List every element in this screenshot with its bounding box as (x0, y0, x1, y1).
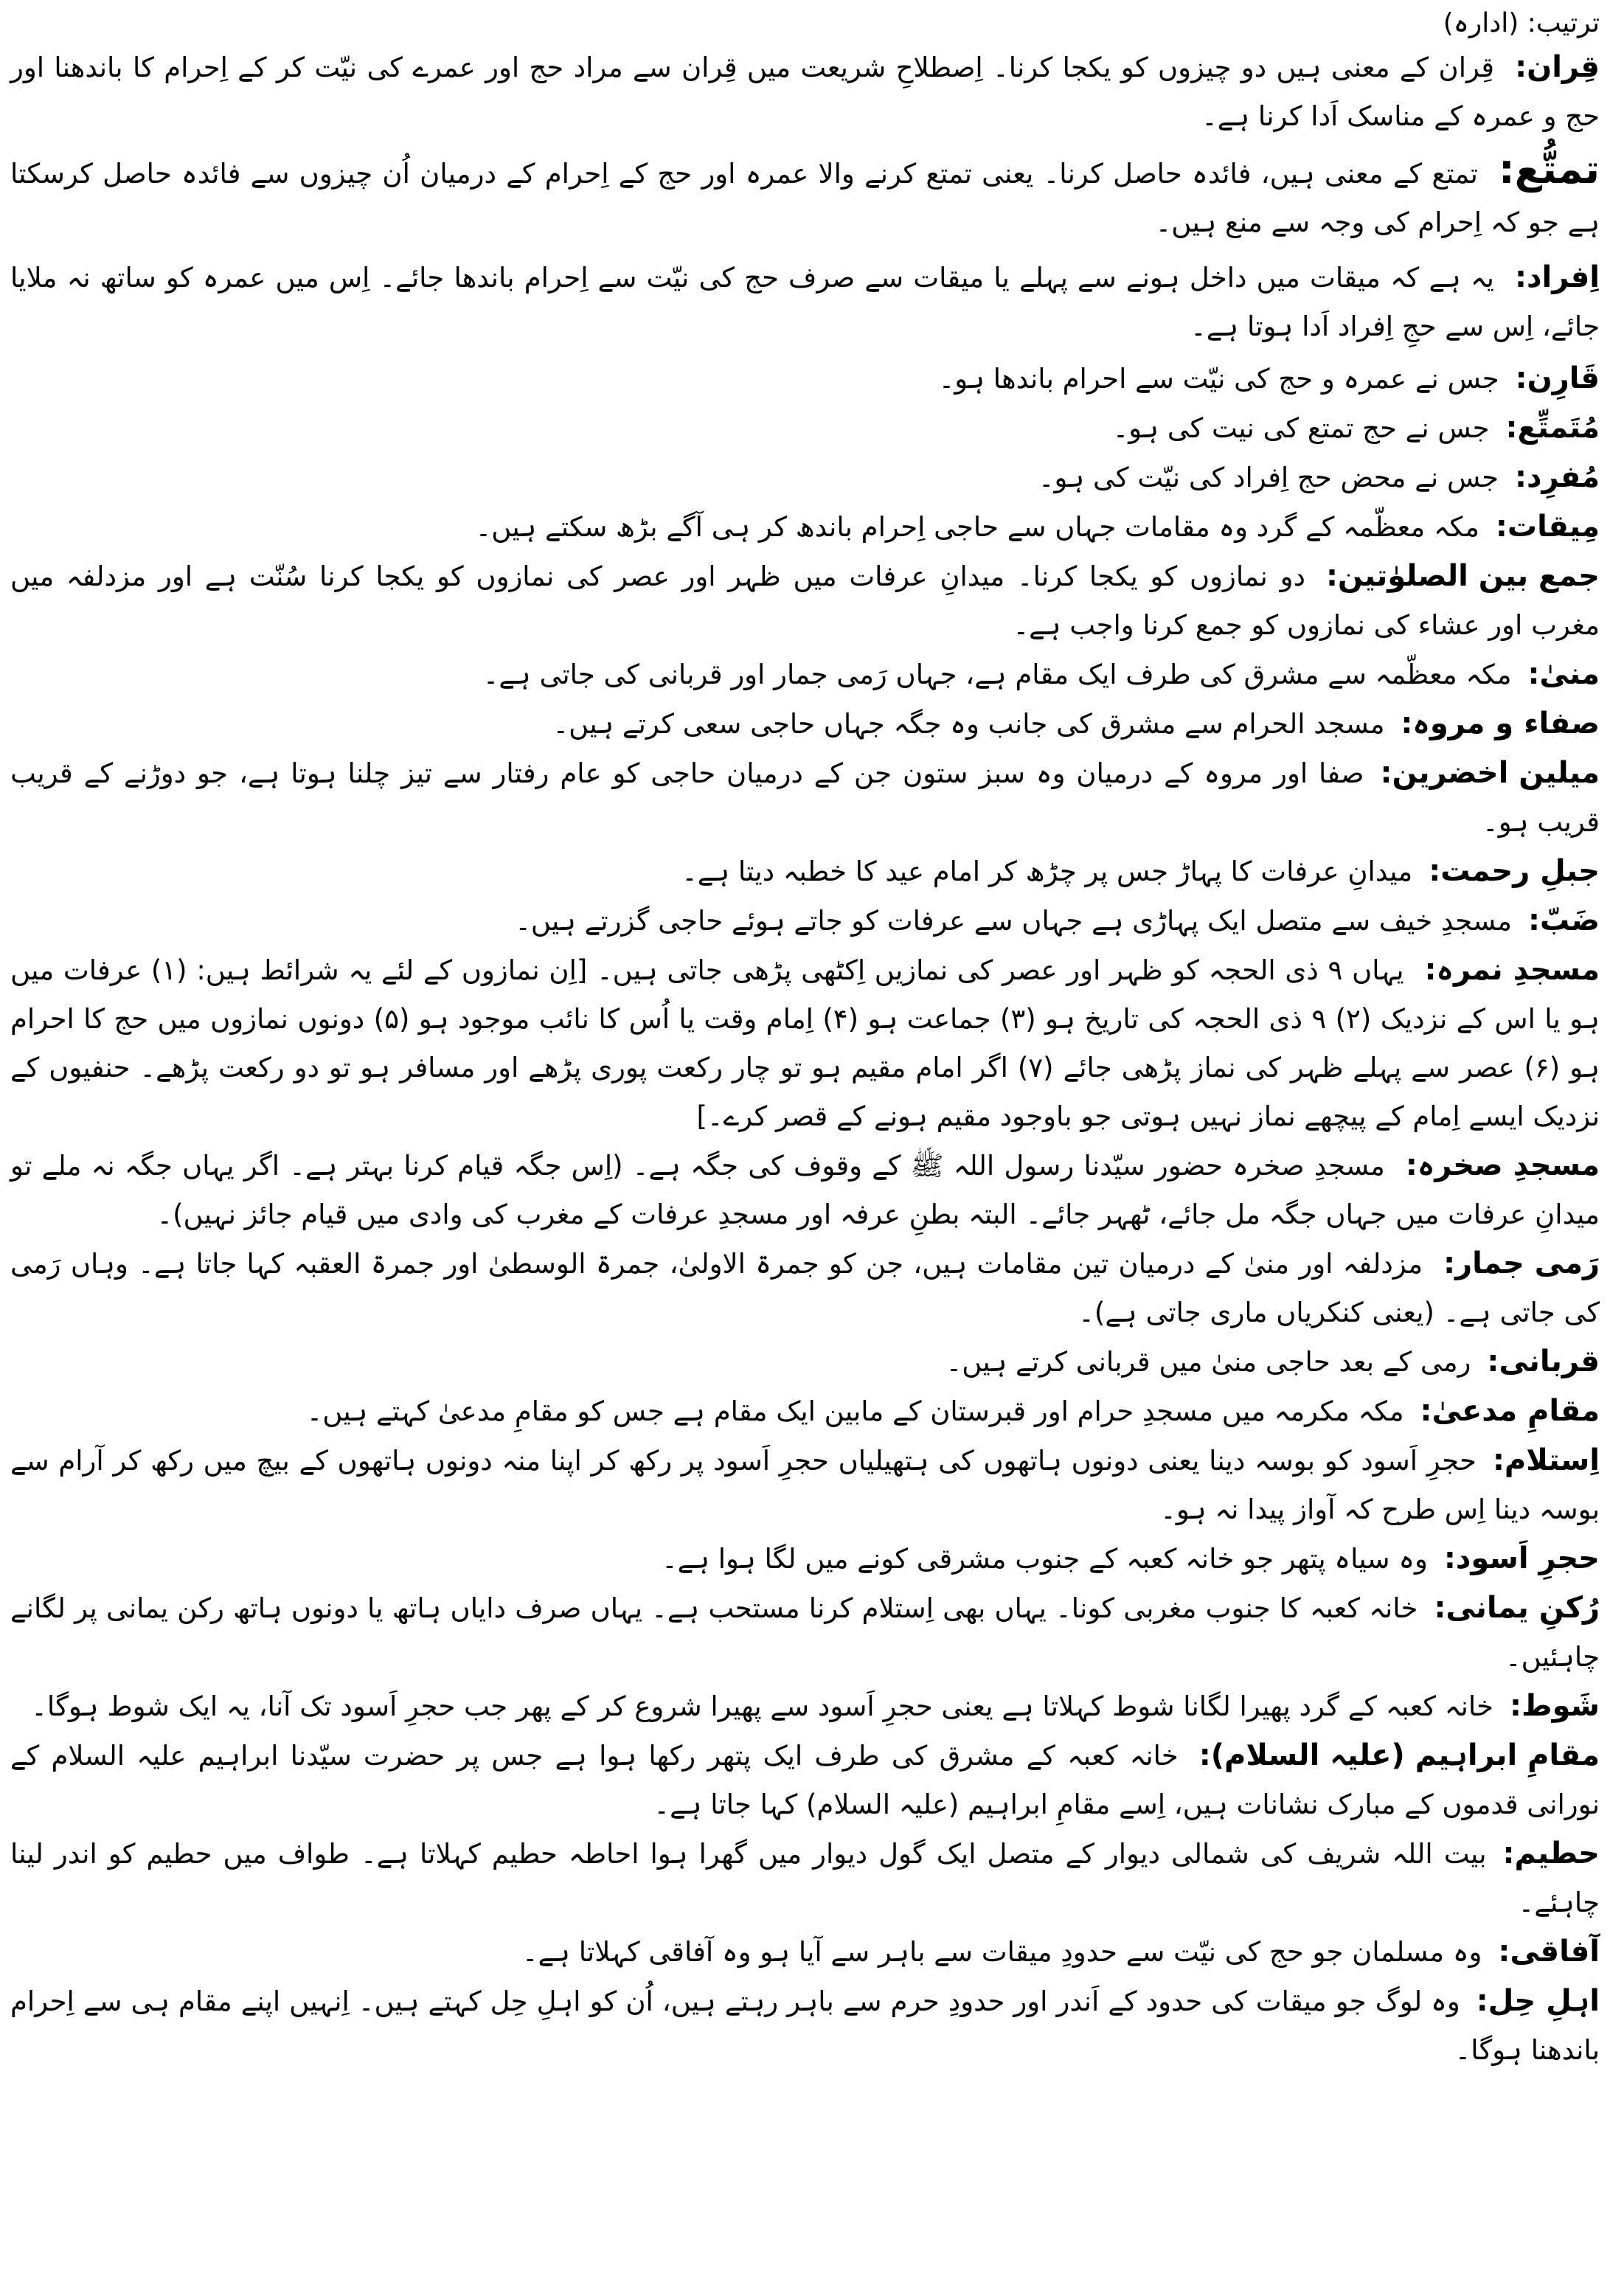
glossary-entry-maqam-e-mada (10, 1387, 1600, 1436)
glossary-term: منیٰ: (1527, 657, 1600, 691)
glossary-term: مُتَمتِّع: (1505, 411, 1600, 445)
glossary-entry-maqam-e-ibrahim (10, 1731, 1600, 1829)
glossary-definition: خانہ کعبہ کے مشرق کی طرف ایک پتھر رکھا ہوا ہے جس پر حضرت سیّدنا ابراہیم علیہ السلام کے نورانی قدموں کے مبارک نشانات ہیں، اِسے مقامِ ابراہیم (علیہ السلام) کہا جاتا ہے۔ (10, 1740, 1600, 1820)
glossary-term: مِیقات: (1495, 510, 1600, 544)
glossary-entry-hatim (10, 1829, 1600, 1927)
glossary-entry-mailain-akhzarain (10, 749, 1600, 847)
glossary-definition: بیت اللہ شریف کی شمالی دیوار کے متصل ایک گول دیوار میں گھرا ہوا احاطہ حطیم کہلاتا ہے۔ طواف میں حطیم کو اندر لینا چاہئے۔ (10, 1838, 1600, 1918)
glossary-entry-rami-jimar (10, 1239, 1600, 1337)
glossary-definition: مکہ مکرمہ میں مسجدِ حرام اور قبرستان کے مابین ایک مقام ہے جس کو مقامِ مدعیٰ کہتے ہیں۔ (306, 1395, 1404, 1427)
glossary-term: ضَبّ: (1528, 904, 1600, 937)
glossary-entry-shawt (10, 1682, 1600, 1731)
glossary-entry-ifrad (10, 253, 1600, 351)
glossary-entry-jabal-e-rahmat (10, 847, 1600, 896)
glossary-term: رُکنِ یمانی: (1434, 1591, 1600, 1625)
glossary-definition: مسجد الحرام سے مشرق کی جانب وہ جگہ جہاں حاجی سعی کرتے ہیں۔ (552, 708, 1385, 740)
glossary-entry-afaqi (10, 1927, 1600, 1977)
glossary-definition: خانہ کعبہ کا جنوب مغربی کونا۔ یہاں بھی اِستلام کرنا مستحب ہے۔ یہاں صرف دایاں ہاتھ یا دونوں ہاتھ رکن یمانی پر لگانے چاہئیں۔ (10, 1592, 1600, 1673)
glossary-definition: جس نے حج تمتع کی نیت کی ہو۔ (1112, 412, 1490, 444)
glossary-entry-tamattu (10, 145, 1600, 247)
glossary-definition: تمتع کے معنی ہیں، فائدہ حاصل کرنا۔ یعنی تمتع کرنے والا عمرہ اور حج کے اِحرام کے درمیان اُن چیزوں سے فائدہ حاصل کرسکتا ہے جو کہ اِحرام کی وجہ سے منع ہیں۔ (10, 158, 1600, 238)
glossary-term: اہلِ حِل: (1476, 1984, 1600, 2018)
glossary-definition: خانہ کعبہ کے گرد پھیرا لگانا شوط کہلاتا ہے یعنی حجرِ اَسود سے پھیرا شروع کر کے پھر جب حجرِ اَسود تک آنا، یہ ایک شوط ہوگا۔ (31, 1690, 1494, 1722)
glossary-term: مقامِ ابراہیم (علیہ السلام): (1198, 1738, 1600, 1772)
glossary-entry-qiran (10, 43, 1600, 141)
glossary-entry-ahl-e-hil (10, 1977, 1600, 2075)
glossary-term: مُفرِد: (1515, 460, 1600, 494)
glossary-entry-safa-marwa (10, 699, 1600, 749)
glossary-entry-istilam (10, 1436, 1600, 1534)
glossary-entry-mufrid (10, 453, 1600, 502)
glossary-entry-miqat (10, 502, 1600, 552)
glossary-entry-mina (10, 650, 1600, 699)
glossary-definition: حجرِ اَسود کو بوسہ دینا یعنی دونوں ہاتھوں کی ہتھیلیاں حجرِ اَسود پر رکھ کر اپنا منہ دونوں ہاتھوں کے بیچ میں رکھ کر آرام سے بوسہ دینا اِس طرح کہ آواز پیدا نہ ہو۔ (10, 1445, 1600, 1525)
glossary-definition: مکہ معظّمہ سے مشرق کی طرف ایک مقام ہے، جہاں رَمی جمار اور قربانی کی جاتی ہے۔ (482, 659, 1512, 690)
glossary-term: جبلِ رحمت: (1429, 854, 1600, 888)
glossary-definition: جس نے عمرہ و حج کی نیّت سے احرام باندھا ہو۔ (938, 363, 1499, 395)
glossary-definition: دو نمازوں کو یکجا کرنا۔ میدانِ عرفات میں ظہر اور عصر کی نمازوں کو یکجا کرنا سُنّت ہے اور مزدلفہ میں مغرب اور عشاء کی نمازوں کو جمع کرنا واجب ہے۔ (10, 561, 1600, 641)
glossary-definition: رمی کے بعد حاجی منیٰ میں قربانی کرتے ہیں۔ (945, 1346, 1471, 1378)
glossary-entry-hajar-e-aswad (10, 1534, 1600, 1584)
glossary-entry-qurbani (10, 1337, 1600, 1387)
glossary-term: اِستلام: (1492, 1443, 1600, 1477)
glossary-entry-rukn-e-yamani (10, 1584, 1600, 1682)
glossary-term: جمع بین الصلوٰتین: (1325, 559, 1600, 593)
glossary-term: مسجدِ نمرہ: (1424, 953, 1600, 987)
glossary-term: حجرِ اَسود: (1443, 1541, 1600, 1575)
glossary-definition: مکہ معظّمہ کے گرد وہ مقامات جہاں سے حاجی اِحرام باندھ کر ہی آگے بڑھ سکتے ہیں۔ (475, 511, 1479, 543)
glossary-definition: وہ سیاہ پتھر جو خانہ کعبہ کے جنوب مشرقی کونے میں لگا ہوا ہے۔ (661, 1543, 1428, 1575)
glossary-entry-mutamatti (10, 403, 1600, 453)
glossary-term: قِران: (1515, 50, 1600, 84)
glossary-definition: وہ مسلمان جو حج کی نیّت سے حدودِ میقات سے باہر سے آیا ہو وہ آفاقی کہلاتا ہے۔ (521, 1936, 1482, 1968)
glossary-entry-jam-bain-as-salatain (10, 552, 1600, 650)
glossary-term: تمتُّع: (1498, 146, 1600, 193)
glossary-definition: مزدلفہ اور منیٰ کے درمیان تین مقامات ہیں، جن کو جمرۃ الاولیٰ، جمرۃ الوسطیٰ اور جمرۃ العقبہ کہا جاتا ہے۔ وہاں رَمی کی جاتی ہے۔ (یعنی کنکریاں ماری جاتی ہے)۔ (10, 1248, 1600, 1328)
glossary-term: قَارِن: (1515, 361, 1600, 395)
glossary-term: اِفراد: (1514, 260, 1600, 294)
glossary-term: شَوط: (1510, 1689, 1600, 1723)
glossary-definition: مسجدِ صخرہ حضور سیّدنا رسول اللہ ﷺ کے وقوف کی جگہ ہے۔ (اِس جگہ قیام کرنا بہتر ہے۔ اگر یہاں جگہ نہ ملے تو میدانِ عرفات میں جہاں جگہ مل جائے، ٹھہر جائے۔ البتہ بطنِ عرفہ اور مسجدِ عرفات کے مغرب کی وادی میں قیام جائز نہیں)۔ (10, 1150, 1600, 1230)
glossary-term: مقامِ مدعیٰ: (1420, 1394, 1600, 1428)
glossary-definition: صفا اور مروہ کے درمیان وہ سبز ستون جن کے درمیان حاجی کو عام رفتار سے تیز چلنا ہوتا ہے، جو دوڑنے کے قریب قریب ہو۔ (10, 757, 1600, 838)
glossary-term: قربانی: (1487, 1345, 1600, 1378)
glossary-entry-dabb (10, 896, 1600, 946)
glossary-definition: جس نے محض حج اِفراد کی نیّت کی ہو۔ (1038, 462, 1499, 493)
glossary-entry-masjid-e-namira (10, 946, 1600, 1141)
glossary-term: صفاء و مروہ: (1401, 707, 1600, 741)
glossary-entry-qarin (10, 354, 1600, 403)
glossary-definition: میدانِ عرفات کا پہاڑ جس پر چڑھ کر امام عید کا خطبہ دیتا ہے۔ (681, 856, 1413, 887)
glossary-definition: مسجدِ خیف سے متصل ایک پہاڑی ہے جہاں سے عرفات کو جاتے ہوئے حاجی گزرتے ہیں۔ (515, 905, 1512, 937)
glossary-definition: قِران کے معنی ہیں دو چیزوں کو یکجا کرنا۔ اِصطلاحِ شریعت میں قِران سے مراد حج اور عمرے کی نیّت کر کے اِحرام کا باندھنا اور حج و عمرہ کے مناسک اَدا کرنا ہے۔ (10, 52, 1600, 132)
glossary-term: حطیم: (1502, 1837, 1600, 1870)
glossary-definition: وہ لوگ جو میقات کی حدود کے اَندر اور حدودِ حرم سے باہر رہتے ہیں، اُن کو اہلِ حِل کہتے ہیں۔ اِنہیں اپنے مقام ہی سے اِحرام باندھنا ہوگا۔ (10, 1985, 1600, 2066)
glossary-term: رَمی جمار: (1443, 1246, 1600, 1280)
glossary-term: میلین اخضرین: (1380, 756, 1600, 790)
compiler-credit: ترتیب: (ادارہ) (1443, 8, 1600, 38)
glossary-entry-masjid-e-sakhra (10, 1141, 1600, 1239)
glossary-definition: یہ ہے کہ میقات میں داخل ہونے سے پہلے یا میقات سے صرف حج کی نیّت سے اِحرام باندھا جائے۔ اِس میں عمرہ کو ساتھ نہ ملایا جائے، اِس سے حجِ اِفراد اَدا ہوتا ہے۔ (10, 262, 1600, 342)
glossary-term: آفاقی: (1498, 1935, 1600, 1969)
glossary-definition: یہاں ۹ ذی الحجہ کو ظہر اور عصر کی نمازیں اِکٹھی پڑھی جاتی ہیں۔ [اِن نمازوں کے لئے یہ شرائط ہیں: (۱) عرفات میں ہو یا اس کے نزدیک (۲) ۹ ذی الحجہ کی تاریخ ہو (۳) جماعت ہو (۴) اِمام وقت یا اُس کا نائب موجود ہو (۵) دونوں نمازوں میں حج کا احرام ہو (۶) عصر سے پہلے ظہر کی نماز پڑھی جائے (۷) اگر امام مقیم ہو تو چار رکعت پوری پڑھے اور مسافر ہو تو دو رکعت پڑھے۔ حنفیوں کے نزدیک ایسے اِمام کے پیچھے نماز نہیں ہوتی جو باوجود مقیم ہونے کے قصر کرے۔] (10, 954, 1600, 1132)
glossary-term: مسجدِ صخرہ: (1405, 1148, 1600, 1182)
